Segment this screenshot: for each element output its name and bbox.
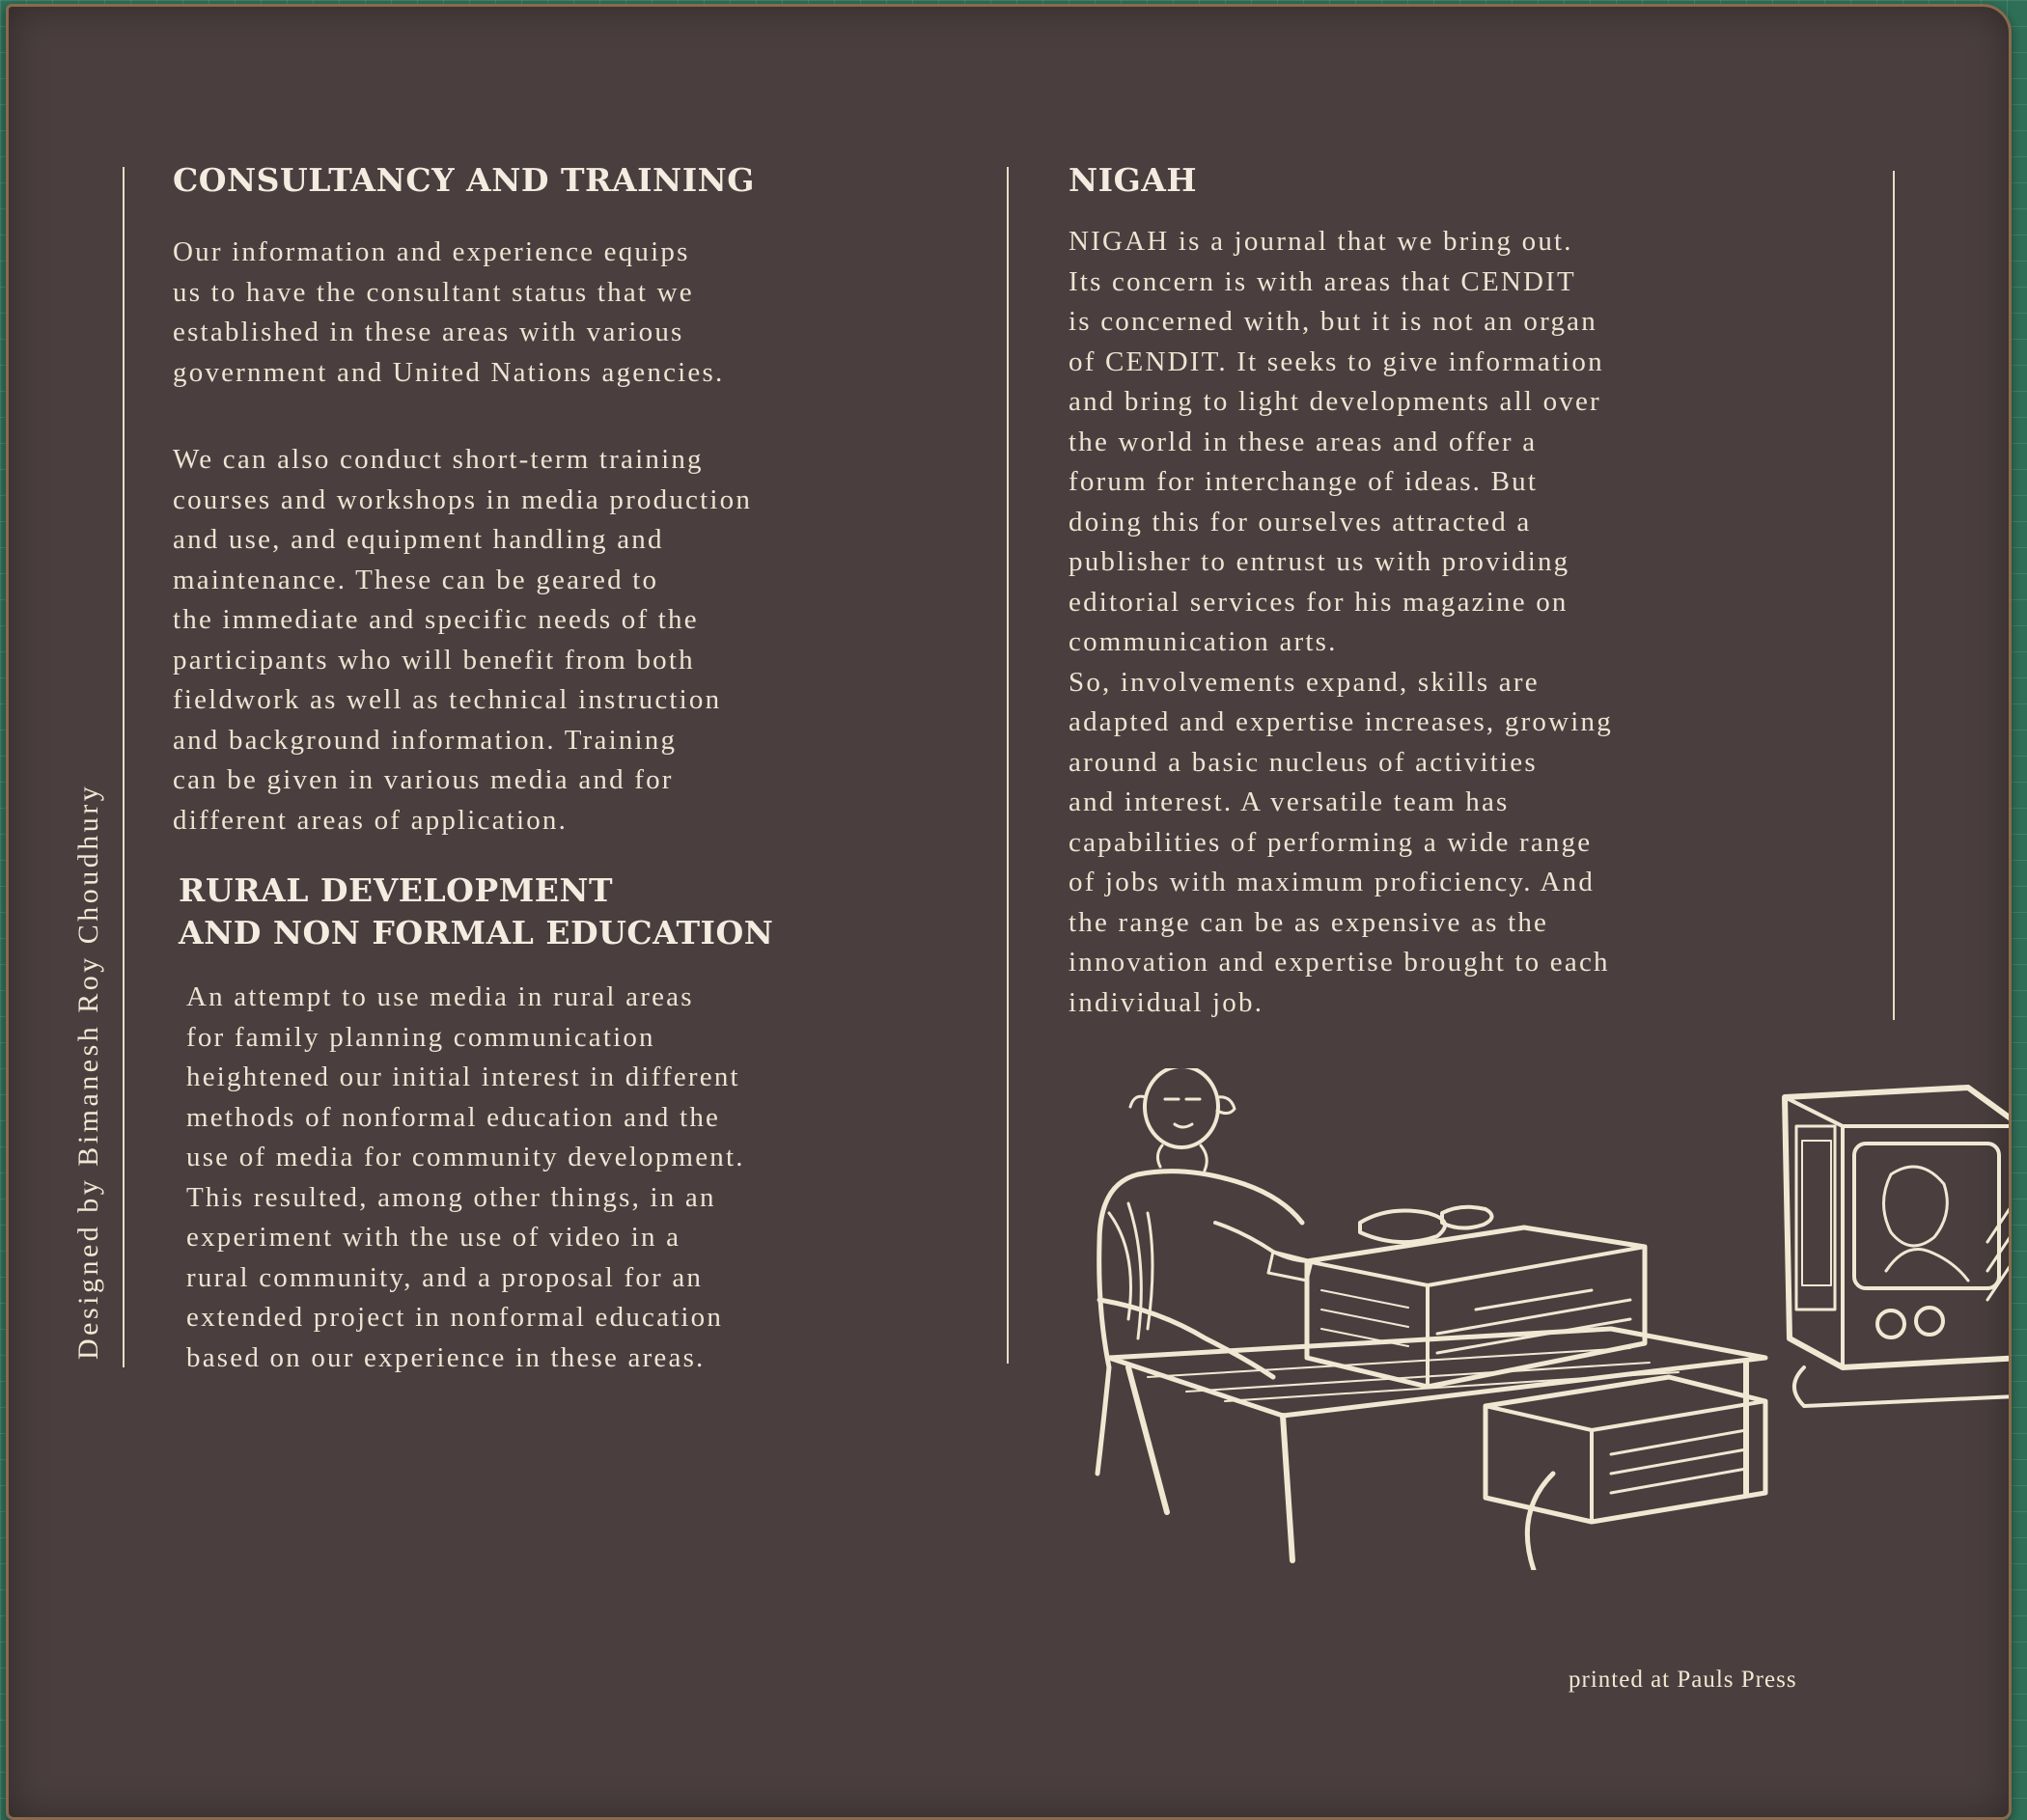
text-line: So, involvements expand, skills are [1069,666,1540,698]
text-line: Our information and experience equips [173,236,690,267]
text-line: heightened our initial interest in different [186,1062,740,1092]
brochure-page [6,4,2012,1820]
consultancy-paragraph-1 [173,233,724,393]
center-column-rule [1007,167,1009,1364]
text-line: and bring to light developments all over [1069,386,1601,417]
text-line: maintenance. These can be geared to [173,564,659,595]
control-unit [1486,1377,1765,1570]
text-line: the range can be as expensive as the [1069,906,1549,938]
text-line: capabilities of performing a wide range [1069,826,1593,858]
text-line: the immediate and specific needs of the [173,604,699,635]
text-line: methods of nonformal education and the [186,1101,721,1133]
designer-credit: Designed by Bimanesh Roy Choudhury [72,783,104,1360]
text-line: individual job. [1069,986,1264,1018]
text-line: publisher to entrust us with providing [1069,546,1570,577]
text-line: This resulted, among other things, in an [186,1181,716,1213]
rural-heading-line-1: RURAL DEVELOPMENT [179,871,614,909]
text-line: extended project in nonformal education [186,1302,724,1333]
printer-imprint: printed at Pauls Press [1569,1667,1797,1693]
tv-monitor [1785,1088,2012,1406]
text-line: established in these areas with various [173,317,684,347]
text-line: We can also conduct short-term training [173,444,704,475]
text-line: courses and workshops in media production [173,483,753,515]
text-line: and use, and equipment handling and [173,524,664,555]
text-line: forum for interchange of ideas. But [1069,466,1539,497]
text-line: and background information. Training [173,724,678,756]
text-line: use of media for community development. [186,1142,745,1172]
text-line: can be given in various media and for [173,764,674,795]
consultancy-heading: CONSULTANCY AND TRAINING [173,161,755,199]
text-line: different areas of application. [173,804,569,836]
text-line: the world in these areas and offer a [1069,426,1538,457]
text-line: based on our experience in these areas. [186,1341,706,1373]
text-line: rural community, and a proposal for an [186,1261,704,1293]
text-line: government and United Nations agencies. [173,356,725,388]
rural-paragraph [186,978,745,1378]
text-line: of jobs with maximum proficiency. And [1069,867,1596,897]
text-line: innovation and expertise brought to each [1069,947,1610,978]
right-column-rule [1893,171,1895,1020]
text-line: us to have the consultant status that we [173,276,694,308]
nigah-heading: NIGAH [1069,161,1198,199]
text-line: around a basic nucleus of activities [1069,746,1538,778]
text-line: NIGAH is a journal that we bring out. [1069,226,1573,257]
text-line: is concerned with, but it is not an organ [1069,306,1597,337]
text-line: experiment with the use of video in a [186,1222,681,1253]
text-line: editorial services for his magazine on [1069,586,1569,618]
text-line: for family planning communication [186,1021,655,1053]
text-line: communication arts. [1069,626,1338,657]
text-line: An attempt to use media in rural areas [186,981,694,1012]
text-line: Its concern is with areas that CENDIT [1069,265,1576,297]
video-recorder [1307,1207,1645,1387]
text-line: participants who will benefit from both [173,644,695,676]
text-line: and interest. A versatile team has [1069,786,1510,817]
text-line: fieldwork as well as technical instruction [173,684,722,715]
rural-heading-line-2: AND NON FORMAL EDUCATION [179,914,774,951]
left-column-rule [123,167,125,1367]
text-line: doing this for ourselves attracted a [1069,506,1532,538]
text-line: adapted and expertise increases, growing [1069,706,1613,737]
video-equipment-illustration [1070,1068,2012,1570]
nigah-paragraph [1069,222,1613,1023]
consultancy-paragraph-2 [173,440,752,841]
text-line: of CENDIT. It seeks to give information [1069,345,1604,377]
